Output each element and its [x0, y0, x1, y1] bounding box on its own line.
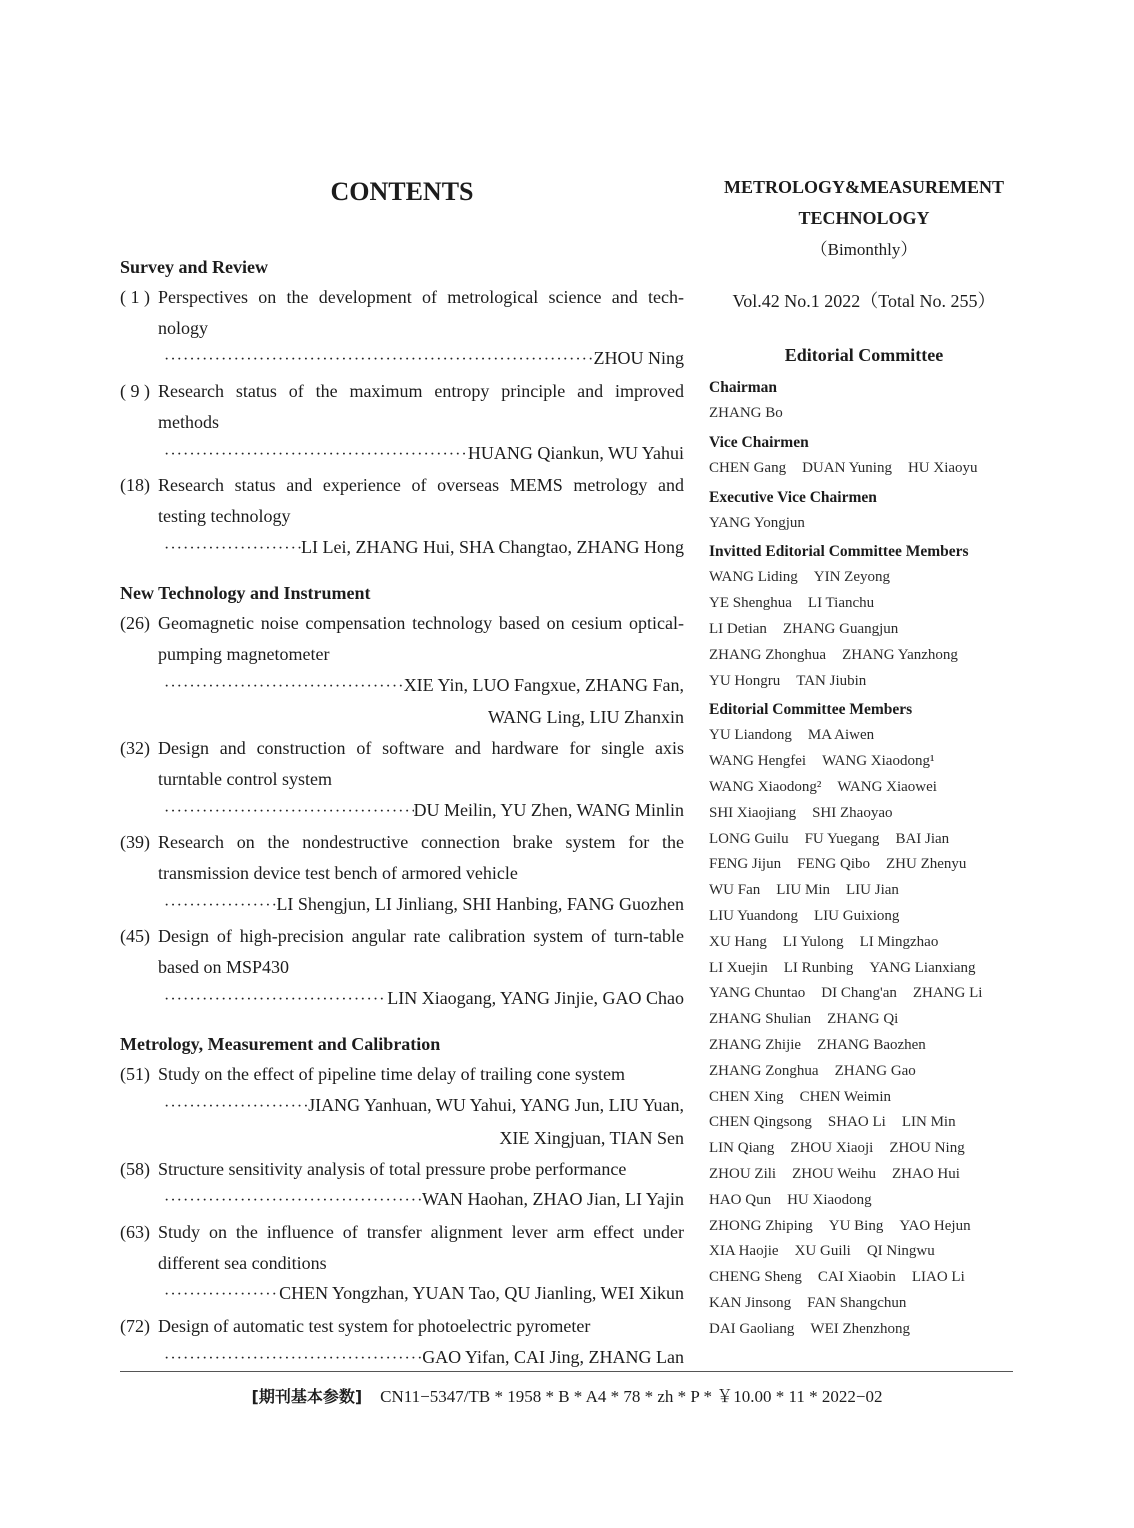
committee-member-name: LIN Qiang — [709, 1140, 775, 1157]
committee-member-name: CAI Xiaobin — [817, 1269, 896, 1286]
committee-member-name: ZHOU Ning — [889, 1140, 965, 1157]
committee-member-name: WANG Hengfei — [709, 753, 807, 770]
committee-member-name: ZHOU Xiaoji — [790, 1140, 874, 1157]
entry-title-text: Study on the effect of pipeline time delay of trailing cone system — [158, 1064, 626, 1085]
entry-page-number: ( 9 ) — [120, 381, 150, 402]
section-title: Survey and Review — [120, 257, 268, 277]
entry-title-text: Research status of the maximum entropy principle and improved methods — [158, 381, 684, 432]
committee-member-name: ZHANG Baozhen — [817, 1036, 926, 1053]
committee-member-name: ZHANG Yanzhong — [842, 646, 958, 663]
committee-groups — [709, 375, 1019, 1343]
toc-entry — [120, 1217, 684, 1311]
committee-member-name: XIA Haojie — [709, 1243, 779, 1260]
entry-byline — [120, 1090, 684, 1123]
entry-authors: XIE Yin, LUO Fangxue, ZHANG Fan, — [403, 674, 684, 695]
entry-title — [120, 921, 684, 982]
committee-member-name: HU Xiaodong — [787, 1191, 872, 1208]
committee-member-name: FENG Qibo — [797, 856, 871, 873]
committee-member-name: LIAO Li — [911, 1269, 965, 1286]
committee-name-line — [709, 1265, 1019, 1291]
dot-leader — [164, 797, 414, 828]
committee-name-line — [709, 749, 1019, 775]
contents-section — [120, 578, 684, 1015]
entry-byline — [120, 1278, 684, 1311]
committee-member-name: LI Detian — [709, 620, 767, 637]
entry-title — [120, 282, 684, 343]
dot-leader — [164, 1186, 422, 1217]
committee-member-name: CHENG Sheng — [709, 1269, 802, 1286]
entry-authors: LIN Xiaogang, YANG Jinjie, GAO Chao — [387, 987, 684, 1008]
entry-title — [120, 1154, 684, 1185]
committee-member-name: ZHANG Zhonghua — [709, 646, 827, 663]
toc-entry — [120, 282, 684, 376]
entry-page-number: (39) — [120, 832, 150, 853]
committee-name-line — [709, 643, 1019, 669]
committee-name-line — [709, 827, 1019, 853]
toc-entry — [120, 921, 684, 1015]
committee-member-name: LI Xuejin — [709, 959, 768, 976]
entry-page-number: (51) — [120, 1064, 150, 1085]
toc-entry — [120, 470, 684, 564]
committee-member-name: YIN Zeyong — [813, 569, 890, 586]
entry-page-number: ( 1 ) — [120, 287, 150, 307]
committee-member-name: TAN Jiubin — [796, 672, 867, 689]
entry-title — [120, 470, 684, 531]
entry-byline — [120, 889, 684, 922]
entry-title-text: Design of automatic test system for photoelectric pyrometer — [158, 1316, 591, 1337]
entry-title — [120, 1059, 684, 1090]
committee-role-title: Invitted Editorial Committee Members — [709, 543, 969, 561]
committee-role-title: Executive Vice Chairmen — [709, 488, 877, 506]
committee-member-name: WANG Liding — [709, 569, 798, 586]
entry-title-text: Research on the nondestructive connection brake system for the transmission device test bench of armored vehicle — [158, 832, 684, 883]
contents-title: CONTENTS — [330, 177, 474, 206]
committee-role-title: Editorial Committee Members — [709, 701, 913, 719]
entry-title — [120, 608, 684, 669]
journal-title-line1: METROLOGY&MEASUREMENT — [723, 177, 1004, 197]
committee-member-name: YANG Yongjun — [709, 514, 805, 531]
toc-entry — [120, 608, 684, 733]
committee-member-name: LI Yulong — [782, 933, 844, 950]
entry-authors: HUANG Qiankun, WU Yahui — [467, 442, 684, 463]
committee-name-line — [709, 981, 1019, 1007]
committee-member-name: ZHANG Zonghua — [709, 1062, 819, 1079]
committee-member-name: ZHOU Zili — [709, 1165, 777, 1182]
committee-member-name: ZHANG Qi — [827, 1011, 899, 1028]
section-title: Metrology, Measurement and Calibration — [120, 1034, 441, 1055]
entry-authors: JIANG Yanhuan, WU Yahui, YANG Jun, LIU Yuan, — [308, 1095, 684, 1116]
committee-name-line — [709, 669, 1019, 695]
entry-authors: GAO Yifan, CAI Jing, ZHANG Lan — [422, 1346, 684, 1367]
committee-name-line — [709, 956, 1019, 982]
committee-member-name: CHEN Qingsong — [709, 1114, 812, 1131]
committee-name-line — [709, 1291, 1019, 1317]
journal-title-line2: TECHNOLOGY — [798, 208, 930, 228]
journal-frequency: （Bimonthly） — [810, 240, 918, 259]
footer-parameters: CN11−5347/TB * 1958 * B * A4 * 78 * zh * P * ￥10.00 * 11 * 2022−02 — [380, 1387, 883, 1406]
contents-sections — [120, 252, 684, 1375]
committee-name-line — [709, 1188, 1019, 1214]
entry-byline — [120, 795, 684, 828]
committee-member-name: MA Aiwen — [807, 727, 875, 744]
entry-authors: CHEN Yongzhan, YUAN Tao, QU Jianling, WEI Xikun — [279, 1283, 684, 1304]
committee-name-line — [709, 1317, 1019, 1343]
entry-byline — [120, 983, 684, 1016]
entry-authors-continued: WANG Ling, LIU Zhanxin — [488, 707, 684, 728]
committee-member-name: XU Hang — [709, 933, 767, 950]
committee-name-line — [709, 1136, 1019, 1162]
committee-name-line — [709, 617, 1019, 643]
entry-title-text: Perspectives on the development of metrological science and tech-nology — [158, 287, 684, 338]
committee-member-name: FAN Shangchun — [807, 1294, 907, 1311]
committee-member-name: LIN Min — [901, 1114, 956, 1131]
committee-name-line — [709, 591, 1019, 617]
toc-entry — [120, 733, 684, 827]
committee-name-line — [709, 775, 1019, 801]
entry-title-text: Design of high-precision angular rate calibration system of turn-table based on MSP430 — [158, 926, 684, 978]
committee-member-name: ZHANG Zhijie — [709, 1036, 802, 1053]
toc-entry — [120, 376, 684, 470]
committee-member-name: ZHANG Shulian — [709, 1011, 812, 1028]
dot-leader — [164, 1092, 308, 1123]
entry-byline — [120, 1342, 684, 1375]
entry-page-number: (45) — [120, 926, 150, 947]
entry-title-text: Design and construction of software and hardware for single axis turntable control system — [158, 738, 684, 789]
committee-name-line — [709, 565, 1019, 591]
committee-member-name: SHI Zhaoyao — [812, 804, 893, 821]
committee-member-name: DI Chang'an — [821, 985, 897, 1002]
committee-member-name: FU Yuegang — [804, 830, 880, 847]
entry-page-number: (72) — [120, 1316, 150, 1337]
dot-leader — [164, 985, 387, 1016]
committee-name-line — [709, 511, 1019, 537]
entry-page-number: (26) — [120, 613, 150, 634]
entry-byline — [120, 1184, 684, 1217]
entry-title — [120, 1217, 684, 1278]
committee-name-line — [709, 1214, 1019, 1240]
committee-member-name: LI Mingzhao — [859, 933, 939, 950]
dot-leader — [164, 345, 594, 376]
dot-leader — [164, 1280, 279, 1311]
entry-title-text: Geomagnetic noise compensation technology based on cesium optical-pumping magnetometer — [158, 613, 684, 665]
dot-leader — [164, 672, 404, 703]
committee-member-name: WANG Xiaodong¹ — [822, 753, 935, 770]
committee-role-title: Chairman — [709, 379, 778, 396]
entry-byline — [120, 670, 684, 703]
committee-member-name: HAO Qun — [709, 1191, 772, 1208]
committee-member-name: CHEN Gang — [709, 459, 787, 476]
committee-member-name: DUAN Yuning — [802, 459, 892, 476]
committee-member-name: YANG Lianxiang — [869, 959, 976, 976]
entry-authors: LI Lei, ZHANG Hui, SHA Changtao, ZHANG Hong — [301, 536, 684, 557]
committee-member-name: ZHOU Weihu — [792, 1165, 876, 1182]
committee-member-name: WEI Zhenzhong — [810, 1320, 910, 1337]
entry-title — [120, 1311, 684, 1342]
committee-name-line — [709, 904, 1019, 930]
entry-authors: ZHOU Ning — [593, 348, 684, 369]
toc-entry — [120, 827, 684, 921]
committee-member-name: ZHONG Zhiping — [709, 1217, 813, 1234]
entry-authors: WAN Haohan, ZHAO Jian, LI Yajin — [422, 1189, 684, 1210]
committee-name-line — [709, 1007, 1019, 1033]
committee-name-line — [709, 723, 1019, 749]
committee-member-name: ZHU Zhenyu — [886, 856, 967, 873]
committee-member-name: ZHANG Gao — [834, 1062, 916, 1079]
entry-title-text: Structure sensitivity analysis of total pressure probe performance — [158, 1158, 627, 1179]
entry-page-number: (32) — [120, 738, 150, 759]
journal-parameters-footer — [0, 1384, 1134, 1410]
entry-page-number: (58) — [120, 1158, 150, 1179]
committee-member-name: SHI Xiaojiang — [709, 804, 797, 821]
committee-member-name: LI Tianchu — [807, 595, 875, 612]
dot-leader — [164, 891, 276, 922]
committee-member-name: YAO Hejun — [899, 1217, 971, 1234]
committee-role-title: Vice Chairmen — [709, 433, 809, 451]
committee-member-name: LONG Guilu — [709, 830, 789, 847]
entry-title-text: Study on the influence of transfer alignment lever arm effect under different sea conditions — [158, 1221, 684, 1273]
entry-page-number: (18) — [120, 475, 150, 496]
committee-member-name: WANG Xiaowei — [837, 778, 937, 795]
committee-name-line — [709, 1239, 1019, 1265]
entry-authors: LI Shengjun, LI Jinliang, SHI Hanbing, FANG Guozhen — [276, 893, 684, 914]
committee-name-line — [709, 801, 1019, 827]
contents-section — [120, 252, 684, 564]
section-title: New Technology and Instrument — [120, 583, 371, 604]
entry-title-text: Research status and experience of overseas MEMS metrology and testing technology — [158, 475, 684, 526]
committee-member-name: LIU Jian — [846, 882, 899, 899]
committee-member-name: QI Ningwu — [866, 1243, 935, 1260]
committee-member-name: ZHANG Guangjun — [782, 620, 899, 637]
entry-byline — [120, 532, 684, 565]
footer-label: [期刊基本参数] — [251, 1387, 363, 1406]
footer-divider — [120, 1371, 1013, 1372]
entry-page-number: (63) — [120, 1221, 150, 1242]
committee-member-name: ZHAO Hui — [892, 1165, 960, 1182]
committee-member-name: YE Shenghua — [709, 595, 792, 612]
committee-name-line — [709, 1033, 1019, 1059]
committee-member-name: LIU Guixiong — [814, 907, 900, 924]
committee-name-line — [709, 852, 1019, 878]
committee-name-line — [709, 878, 1019, 904]
dot-leader — [164, 440, 468, 471]
committee-member-name: DAI Gaoliang — [709, 1320, 795, 1337]
committee-member-name: CHEN Xing — [709, 1088, 784, 1105]
committee-member-name: HU Xiaoyu — [907, 459, 978, 476]
committee-member-name: WANG Xiaodong² — [709, 778, 822, 795]
contents-column — [120, 172, 684, 1375]
committee-member-name: LIU Min — [776, 882, 830, 899]
toc-entry — [120, 1311, 684, 1374]
dot-leader — [164, 534, 301, 565]
entry-title — [120, 376, 684, 437]
committee-member-name: BAI Jian — [895, 830, 950, 847]
committee-member-name: FENG Jijun — [709, 856, 782, 873]
committee-name-line — [709, 1110, 1019, 1136]
entry-byline — [120, 343, 684, 376]
committee-name-line — [709, 1162, 1019, 1188]
journal-volume: Vol.42 No.1 2022（Total No. 255） — [732, 291, 996, 311]
committee-member-name: YU Hongru — [709, 672, 781, 689]
entry-authors: DU Meilin, YU Zhen, WANG Minlin — [413, 799, 684, 820]
entry-title — [120, 827, 684, 888]
committee-member-name: CHEN Weimin — [799, 1088, 892, 1105]
committee-member-name: WU Fan — [709, 882, 761, 899]
committee-member-name: LI Runbing — [783, 959, 854, 976]
committee-name-line — [709, 1059, 1019, 1085]
committee-member-name: YU Liandong — [709, 727, 792, 744]
committee-name-line — [709, 456, 1019, 482]
entry-byline — [120, 438, 684, 471]
editorial-committee-title: Editorial Committee — [784, 345, 944, 365]
toc-entry — [120, 1154, 684, 1217]
committee-name-line — [709, 930, 1019, 956]
entry-authors-continued: XIE Xingjuan, TIAN Sen — [499, 1127, 684, 1148]
committee-member-name: SHAO Li — [827, 1114, 886, 1131]
committee-member-name: YU Bing — [828, 1217, 884, 1234]
contents-section — [120, 1029, 684, 1374]
journal-info-column — [709, 172, 1019, 1343]
committee-member-name: XU Guili — [794, 1243, 851, 1260]
dot-leader — [164, 1344, 422, 1375]
committee-member-name: YANG Chuntao — [709, 985, 806, 1002]
committee-member-name: ZHANG Bo — [709, 405, 783, 421]
committee-name-line — [709, 1085, 1019, 1111]
committee-member-name: ZHANG Li — [912, 985, 983, 1002]
committee-name-line — [709, 401, 1019, 427]
committee-member-name: LIU Yuandong — [709, 907, 799, 924]
toc-entry — [120, 1059, 684, 1153]
entry-title — [120, 733, 684, 794]
committee-member-name: KAN Jinsong — [709, 1294, 792, 1311]
